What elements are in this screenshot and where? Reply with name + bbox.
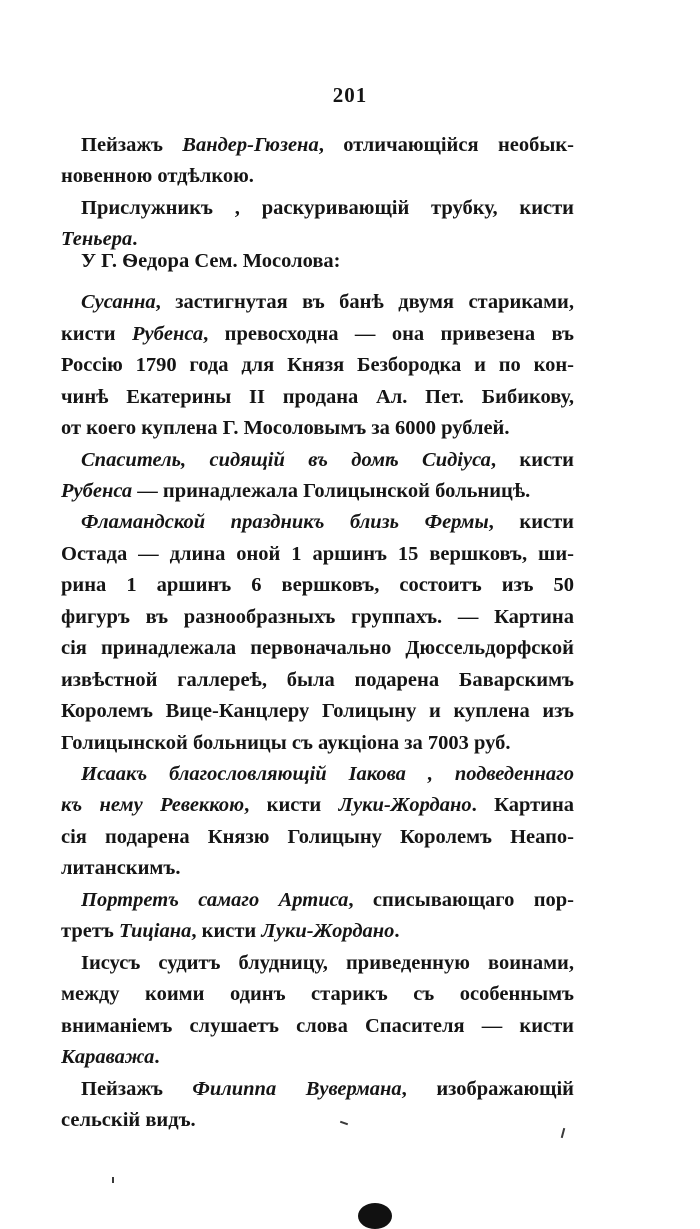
text-segment: рина 1 аршинъ 6 вершковъ, состоитъ изъ 50 [61,574,574,596]
text-segment: , застигнутая въ банѣ двумя стариками, [155,291,574,313]
text-segment: сія подарена Князю Голицыну Королемъ Неапо- [61,826,574,848]
italic-text-segment: Вандер-Гюзена [182,134,319,156]
text-segment: фигуръ въ разнообразныхъ группахъ. — Картина [61,606,574,628]
text-segment: Пейзажъ [81,1078,193,1100]
text-line [61,978,574,1010]
text-segment: . [394,920,400,942]
text-segment: Пейзажъ [81,134,183,156]
text-segment: , изображающій [401,1078,574,1100]
text-line [61,381,574,413]
text-segment: Прислужникъ , раскуривающій трубку, кисти [81,197,574,219]
italic-text-segment: Спаситель, сидящій въ домѣ Сидіуса [81,449,491,471]
text-segment: , превосходна — она привезена въ [203,323,574,345]
text-line [81,506,574,538]
text-segment: , кисти [488,511,574,533]
text-line [81,947,574,979]
text-segment: новенною отдѣлкою. [61,165,254,187]
italic-text-segment: Тиціана [118,920,192,942]
italic-text-segment: Фламандской праздникъ близь Фермы [81,511,489,533]
text-line [61,1010,574,1042]
text-segment: Россію 1790 года для Князя Безбородка и по кон- [61,354,574,376]
text-line [61,601,574,633]
text-segment: , списывающаго пор- [348,889,574,911]
text-segment: . Картина [471,794,574,816]
italic-text-segment: Луки-Жордано [338,794,472,816]
text-line [61,569,574,601]
text-segment: У Г. Ѳедора Сем. Мосолова: [81,250,341,272]
italic-text-segment: Луки-Жордано [261,920,395,942]
italic-text-segment: Филиппа Вувермана [192,1078,402,1100]
scan-speck [112,1177,114,1183]
italic-text-segment: къ нему Ревеккою [61,794,245,816]
italic-text-segment: Рубенса [61,480,133,502]
text-line [61,664,574,696]
text-segment: Королемъ Вице-Канцлеру Голицыну и куплена изъ [61,700,574,722]
text-segment: , кисти [244,794,339,816]
text-line [81,444,574,476]
italic-text-segment: Портретъ самаго Артиса [81,889,349,911]
text-segment: , кисти [191,920,262,942]
text-line [61,538,574,570]
italic-text-segment: Сусанна [81,291,156,313]
text-line [61,349,574,381]
text-segment: — принадлежала Голицынской больницѣ. [132,480,531,502]
ink-blot [358,1203,392,1229]
italic-text-segment: Рубенса [132,323,204,345]
text-segment: , отличающійся необык- [318,134,574,156]
text-line [81,245,574,277]
text-line [61,318,574,350]
text-line [61,695,574,727]
text-line [61,789,574,821]
text-segment: . [132,228,138,250]
text-segment: Іисусъ судитъ блудницу, приведенную воинами, [81,952,574,974]
italic-text-segment: Теньера [61,228,133,250]
text-segment: сія принадлежала первоначально Дюссельдорфской [61,637,574,659]
text-segment: чинѣ Екатерины II продана Ал. Пет. Бибикову, [61,386,574,408]
text-segment: Голицынской больницы съ аукціона за 7003 руб. [61,732,511,754]
text-segment: между коими одинъ старикъ съ особеннымъ [61,983,574,1005]
text-segment: , кисти [490,449,574,471]
italic-text-segment: Исаакъ благословляющій Іакова , подведеннаго [81,763,574,785]
page-number: 201 [332,83,368,107]
text-line [61,852,574,884]
text-segment: вниманіемъ слушаетъ слова Спасителя — кисти [61,1015,574,1037]
text-line [81,1073,574,1105]
text-line [81,129,574,161]
text-line [61,475,574,507]
text-line [61,1041,574,1073]
text-segment: кисти [61,323,132,345]
text-segment: . [154,1046,160,1068]
text-line [81,286,574,318]
text-segment: третъ [61,920,119,942]
text-line [61,821,574,853]
text-line [61,915,574,947]
text-segment: извѣстной галлереѣ, была подарена Баварскимъ [61,669,574,691]
text-segment: литанскимъ. [61,857,181,879]
text-line [61,727,574,759]
text-line [61,1104,574,1136]
text-line [81,192,574,224]
text-segment: сельскій видъ. [61,1109,196,1131]
text-line [61,160,574,192]
text-segment: Остада — длина оной 1 аршинъ 15 вершковъ, ши- [61,543,574,565]
text-segment: от коего куплена Г. Мосоловымъ за 6000 рублей. [61,417,510,439]
text-line [81,758,574,790]
text-line [81,884,574,916]
text-line [61,632,574,664]
italic-text-segment: Караважа [61,1046,155,1068]
text-line [61,412,574,444]
